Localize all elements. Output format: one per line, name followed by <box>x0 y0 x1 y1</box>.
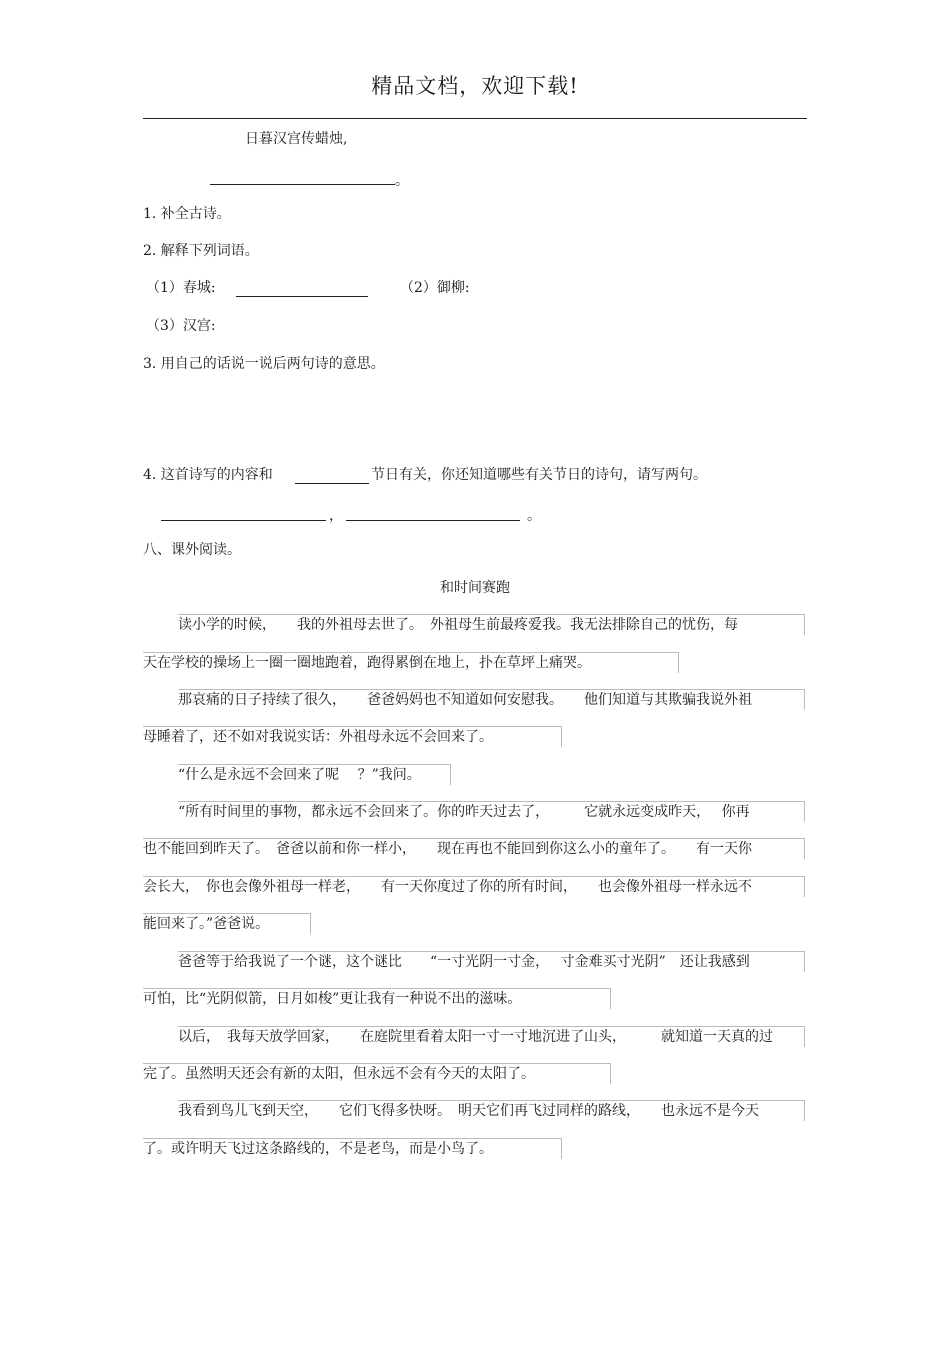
article-line: 以后， 我每天放学回家， 在庭院里看着太阳一寸一寸地沉进了山头， 就知道一天真的过 <box>178 1029 773 1045</box>
article-line: 读小学的时候， 我的外祖母去世了。 外祖母生前最疼爱我。我无法排除自己的忧伤，每 <box>178 617 738 633</box>
question-4-comma: ， <box>329 508 343 524</box>
article-line: 也不能回到昨天了。 爸爸以前和你一样小， 现在再也不能回到你这么小的童年了。 有一天你 <box>143 841 752 857</box>
question-2-item-1: （1）春城: <box>146 280 216 296</box>
answer-blank-poem-line-2[interactable] <box>346 506 520 521</box>
section-8-label: 八、课外阅读。 <box>143 542 241 558</box>
answer-blank-chuncheng[interactable] <box>236 282 368 297</box>
answer-blank-festival[interactable] <box>295 469 369 484</box>
article-line: 天在学校的操场上一圈一圈地跑着，跑得累倒在地上，扑在草坪上痛哭。 <box>143 655 591 671</box>
poem-line: 日暮汉宫传蜡烛, <box>245 131 348 147</box>
header-divider <box>143 118 807 119</box>
article-line: 可怕，比“光阴似箭，日月如梭”更让我有一种说不出的滋味。 <box>143 991 522 1007</box>
question-2: 2. 解释下列词语。 <box>143 243 259 259</box>
question-4-part-a: 4. 这首诗写的内容和 <box>143 467 273 483</box>
question-4-part-b: 节日有关，你还知道哪些有关节日的诗句，请写两句。 <box>371 467 707 483</box>
page-header-title: 精品文档，欢迎下载! <box>371 74 579 98</box>
question-3: 3. 用自己的话说一说后两句诗的意思。 <box>143 356 385 372</box>
article-line: 爸爸等于给我说了一个谜，这个谜比 “一寸光阴一寸金， 寸金难买寸光阴” 还让我感到 <box>178 954 750 970</box>
article-line: 那哀痛的日子持续了很久， 爸爸妈妈也不知道如何安慰我。 他们知道与其欺骗我说外祖 <box>178 692 752 708</box>
article-line: 会长大， 你也会像外祖母一样老， 有一天你度过了你的所有时间， 也会像外祖母一样永远不 <box>143 879 752 895</box>
question-2-item-3: （3）汉宫: <box>146 318 216 334</box>
article-line: “所有时间里的事物，都永远不会回来了。你的昨天过去了， 它就永远变成昨天， 你再 <box>178 804 750 820</box>
article-title: 和时间赛跑 <box>440 580 510 596</box>
article-line: “什么是永远不会回来了呢 ？”我问。 <box>178 767 421 783</box>
article-line: 我看到鸟儿飞到天空， 它们飞得多快呀。 明天它们再飞过同样的路线， 也永远不是今天 <box>178 1103 759 1119</box>
answer-blank-poem-line-1[interactable] <box>161 506 326 521</box>
question-2-item-2: （2）御柳: <box>400 280 470 296</box>
article-line: 完了。虽然明天还会有新的太阳，但永远不会有今天的太阳了。 <box>143 1066 535 1082</box>
article-line: 了。或许明天飞过这条路线的，不是老鸟，而是小鸟了。 <box>143 1141 493 1157</box>
question-1: 1. 补全古诗。 <box>143 206 231 222</box>
article-line: 母睡着了，还不如对我说实话：外祖母永远不会回来了。 <box>143 729 493 745</box>
poem-fill-line[interactable] <box>210 170 409 190</box>
article-line: 能回来了。”爸爸说。 <box>143 916 270 932</box>
poem-end-mark: 。 <box>395 173 409 189</box>
poem-answer-blank[interactable] <box>210 170 395 185</box>
question-4-period: 。 <box>527 508 541 524</box>
